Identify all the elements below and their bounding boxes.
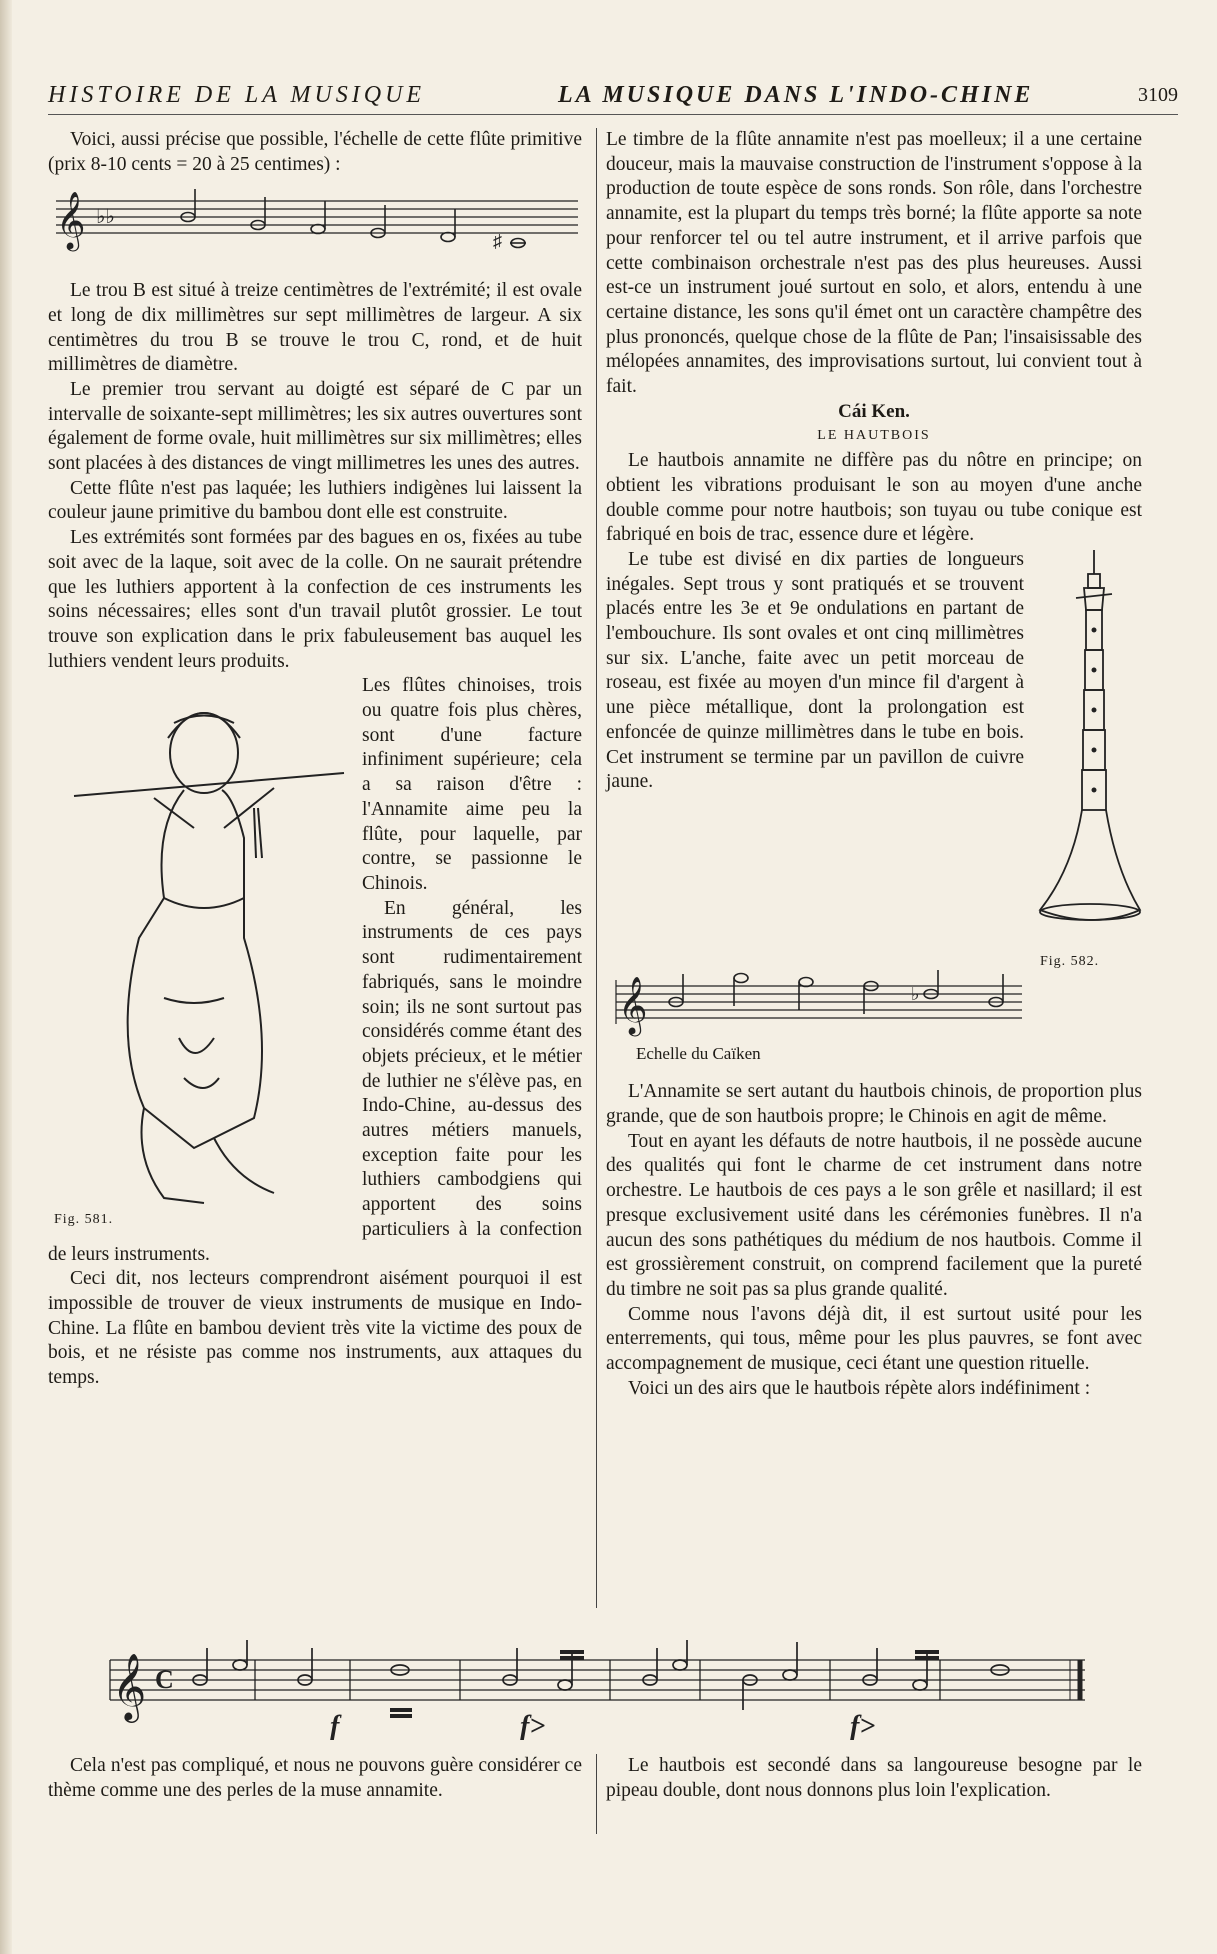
- oboe-principle-paragraph: Le hautbois annamite ne diffère pas du nôtre en principe; on obtient les vibrations produisant le son au moyen d'une anche double comme pour notre hautbois; son tuyau ou tube conique est fabriqué en bois de trac, essence dure et légère.: [606, 450, 1142, 546]
- oboe-illustration: [1032, 550, 1142, 950]
- chinese-oboe-paragraph: L'Annamite se sert autant du hautbois chinois, de proportion plus grande, que de son hautbois propre; le Chinois en agit de même.: [606, 1081, 1142, 1128]
- figure-582-caption: Fig. 582.: [1040, 953, 1100, 969]
- svg-text:𝄞: 𝄞: [112, 1654, 147, 1719]
- header-chapter-title: LA MUSIQUE DANS L'INDO-CHINE: [558, 82, 1034, 108]
- instruments-general-paragraph: En général, les instruments de ces pays sont rudimentairement fabriqués, sans le moindre soin; ils ne sont surtout pas considérés comme étant des objets précieux, et le métier de luthier ne s'élève pas, en Indo-Chine, au-dessus des autres métiers manuels, exception faite pour les luthiers cambodgiens qui apportent des soins particuliers à la confection de leurs instruments.: [48, 897, 582, 1265]
- flute-colour-paragraph: Cette flûte n'est pas laquée; les luthiers indigènes lui laissent la couleur jaune primitive du bambou dont elle est construite.: [48, 477, 582, 524]
- funeral-air-notation: [100, 1640, 1100, 1740]
- svg-text:♭♭: ♭♭: [96, 206, 115, 229]
- running-header: [48, 82, 1178, 114]
- hole-b-paragraph: Le trou B est situé à treize centimètres de l'extrémité; il est ovale et long de dix millimètres sur sept millimètres de largeur. A six centimètres du trou B se trouve le trou C, rond, et de huit millimètres de diamètre.: [48, 280, 582, 376]
- header-rule: [48, 114, 1178, 115]
- funeral-air-staff: [100, 1640, 1100, 1740]
- dynamic-forte-1: f: [330, 1711, 340, 1740]
- section-title-cai-ken: Cái Ken.: [838, 400, 910, 422]
- dynamic-forte-3: f>: [850, 1711, 876, 1740]
- section-subtitle-hautbois: LE HAUTBOIS: [817, 428, 931, 444]
- figure-582: [1032, 550, 1142, 970]
- bottom-column-divider: [596, 1754, 597, 1834]
- right-column: [606, 128, 1142, 1402]
- page-number: 3109: [1138, 84, 1178, 106]
- svg-text:𝄞: 𝄞: [618, 976, 648, 1033]
- flute-intro-paragraph: Voici, aussi précise que possible, l'échelle de cette flûte primitive (prix 8-10 cents = 20 à 25 centimes) :: [48, 129, 582, 175]
- finger-holes-paragraph: Le premier trou servant au doigté est séparé de C par un intervalle de soixante-sept millimètres; les six autres ouvertures sont également de forme ovale, huit millimètres sur six millimètres; elles sont placées à des distances de vingt millimetres les unes des autres.: [48, 378, 582, 475]
- caiken-scale-label: Echelle du Caïken: [636, 1043, 761, 1063]
- flute-player-illustration: [44, 678, 354, 1218]
- flute-scale-notation: [48, 187, 582, 257]
- header-book-title: HISTOIRE DE LA MUSIQUE: [48, 82, 426, 108]
- pipeau-paragraph: Le hautbois est secondé dans sa langoureuse besogne par le pipeau double, dont nous donnons plus loin l'explication.: [606, 1755, 1142, 1801]
- oboe-defects-paragraph: Tout en ayant les défauts de notre hautbois, il ne possède aucune des qualités qui font le charme de cet instrument dans notre orchestre. Le hautbois de ces pays a le son grêle et nasillard; il est presque exclusivement usité dans les cérémonies funèbres. Il n'a aucun des sons pathétiques du médium de nos hautbois. Comme il est grossièrement construit, on comprend facilement que la pureté du timbre ne soit pas sa plus grande qualité.: [606, 1130, 1142, 1300]
- chinese-flutes-paragraph: Les flûtes chinoises, trois ou quatre fois plus chères, sont d'une facture infiniment supérieure; cela a sa raison d'être : l'Annamite aime peu la flûte, pour laquelle, par contre, se passionne le Chinois.: [362, 675, 582, 894]
- page-binding-edge: [0, 0, 12, 1954]
- svg-text:♯: ♯: [493, 231, 502, 252]
- caiken-scale-notation: [606, 970, 1026, 1040]
- figure-581: [44, 678, 354, 1238]
- funeral-usage-paragraph: Comme nous l'avons déjà dit, il est surtout usité pour les enterrements, qui tous, même pour les plus pauvres, se font avec accompagnement de musique, ceci étant une question rituelle.: [606, 1303, 1142, 1375]
- svg-text:♭: ♭: [911, 983, 920, 1004]
- bottom-right-text: [606, 1754, 1142, 1803]
- theme-comment-paragraph: Cela n'est pas compliqué, et nous ne pouvons guère considérer ce thème comme une des perles de la muse annamite.: [48, 1755, 582, 1801]
- dynamic-forte-2: f>: [520, 1711, 546, 1740]
- bottom-left-text: [48, 1754, 582, 1803]
- oboe-tube-paragraph: Le tube est divisé en dix parties de longueurs inégales. Sept trous y sont pratiqués et se trouvent placés entre les 3e et 9e ondulations en partant de l'embouchure. Ils sont ovales et ont cinq millimètres sur six. L'anche, faite avec un petit morceau de roseau, est fixée au moyen d'un mince fil d'argent à une pièce métallique, dont la prolongation est enfoncée de quinze millimètres dans le tube en bois. Cet instrument se termine par un pavillon de cuivre jaune.: [606, 548, 1024, 793]
- column-divider: [596, 128, 597, 1608]
- figure-581-caption: Fig. 581.: [54, 1212, 114, 1228]
- svg-text:𝄞: 𝄞: [56, 191, 86, 250]
- left-column: [48, 128, 582, 1391]
- flute-timbre-paragraph: Le timbre de la flûte annamite n'est pas moelleux; il a une certaine douceur, mais la mauvaise construction de l'instrument s'oppose à la production de toute espèce de sons ronds. Son rôle, dans l'orchestre annamite, est la plupart du temps très borné; la flûte apporte sa note pour renforcer tel ou tel autre instrument, et il arrive parfois que cette combinaison orchestrale n'est pas des plus heureuses. Aussi est-ce un instrument joué surtout en solo, et alors, entendu à une certaine distance, les sons qu'il émet ont un caractère champêtre des plus prononcés, quelque chose de la flûte de Pan; l'insaisissable des mélopées annamites, des improvisations surtout, lui convient tout à fait.: [606, 129, 1142, 398]
- flute-ends-paragraph: Les extrémités sont formées par des bagues en os, fixées au tube soit avec de la laque, soit avec de la colle. On ne saurait prétendre que les luthiers apportent à la confection de ces instruments les soins nécessaires; elles sont d'un travail plutôt grossier. Le tout trouve son explication dans le prix fabuleusement bas auquel les luthiers vendent leurs produits.: [48, 527, 582, 672]
- flute-scale-staff: [48, 187, 582, 265]
- air-intro-paragraph: Voici un des airs que le hautbois répète alors indéfiniment :: [628, 1377, 1091, 1399]
- svg-text:C: C: [155, 1665, 174, 1694]
- old-instruments-paragraph: Ceci dit, nos lecteurs comprendront aisément pourquoi il est impossible de trouver de vieux instruments de musique en Indo-Chine. La flûte en bambou devient très vite la victime des poux de bois, et ne résiste pas comme nos instruments, aux attaques du temps.: [48, 1268, 582, 1389]
